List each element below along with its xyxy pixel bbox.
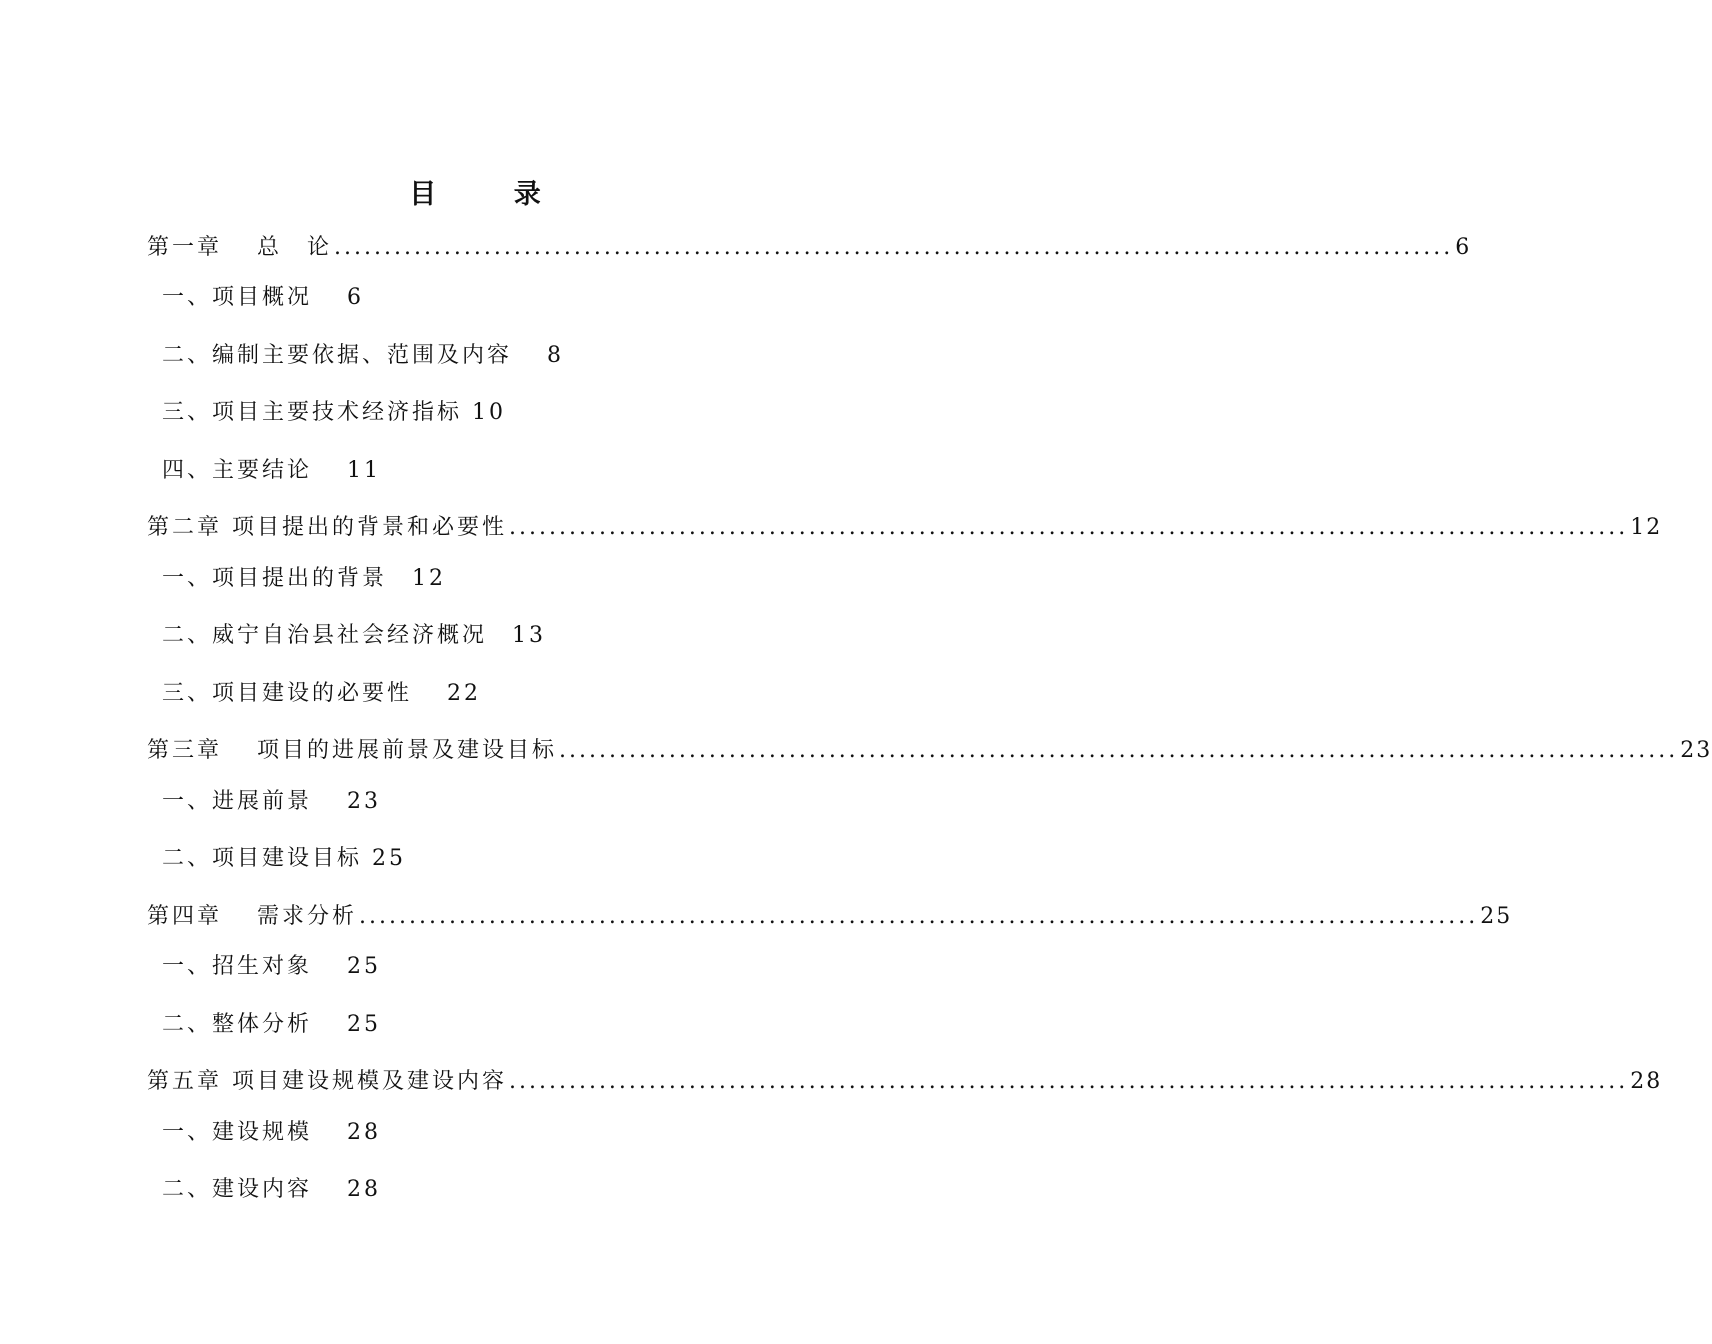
toc-section-1-2[interactable]: 二、编制主要依据、范围及内容 8 <box>162 343 564 368</box>
toc-chapter-1[interactable] <box>147 231 1472 265</box>
dot-leader: ................................................................................................................ <box>509 1069 1629 1094</box>
chapter-label: 第二章 项目提出的背景和必要性 <box>147 515 507 540</box>
chapter-label: 第三章 项目的进展前景及建设目标 <box>147 738 557 763</box>
toc-section-1-3[interactable]: 三、项目主要技术经济指标 10 <box>162 400 506 425</box>
dot-leader: ................................................................................................................ <box>334 235 1454 260</box>
toc-title: 目 录 <box>409 179 575 210</box>
toc-chapter-4[interactable] <box>147 900 1513 934</box>
toc-section-2-2[interactable]: 二、威宁自治县社会经济概况 13 <box>162 623 546 648</box>
toc-section-5-1[interactable]: 一、建设规模 28 <box>162 1120 381 1145</box>
toc-section-1-4[interactable]: 四、主要结论 11 <box>162 458 381 483</box>
toc-chapter-3[interactable] <box>147 734 1712 768</box>
chapter-page-number: 12 <box>1630 515 1663 540</box>
toc-chapter-2[interactable] <box>147 511 1663 545</box>
chapter-page-number: 25 <box>1480 904 1513 929</box>
chapter-label: 第五章 项目建设规模及建设内容 <box>147 1069 507 1094</box>
dot-leader: ................................................................................................................ <box>559 738 1679 763</box>
toc-chapter-5[interactable] <box>147 1065 1663 1099</box>
toc-section-2-3[interactable]: 三、项目建设的必要性 22 <box>162 681 481 706</box>
toc-section-5-2[interactable]: 二、建设内容 28 <box>162 1177 381 1202</box>
toc-section-4-2[interactable]: 二、整体分析 25 <box>162 1012 381 1037</box>
chapter-page-number: 6 <box>1455 235 1472 260</box>
chapter-page-number: 23 <box>1680 738 1712 763</box>
chapter-page-number: 28 <box>1630 1069 1663 1094</box>
dot-leader: ................................................................................................................ <box>509 515 1629 540</box>
chapter-label: 第一章 总 论 <box>147 235 332 260</box>
toc-section-3-1[interactable]: 一、进展前景 23 <box>162 789 381 814</box>
toc-section-4-1[interactable]: 一、招生对象 25 <box>162 954 381 979</box>
chapter-label: 第四章 需求分析 <box>147 904 357 929</box>
toc-section-3-2[interactable]: 二、项目建设目标 25 <box>162 846 406 871</box>
toc-section-1-1[interactable]: 一、项目概况 6 <box>162 285 364 310</box>
toc-section-2-1[interactable]: 一、项目提出的背景 12 <box>162 566 446 591</box>
dot-leader: ................................................................................................................ <box>359 904 1479 929</box>
